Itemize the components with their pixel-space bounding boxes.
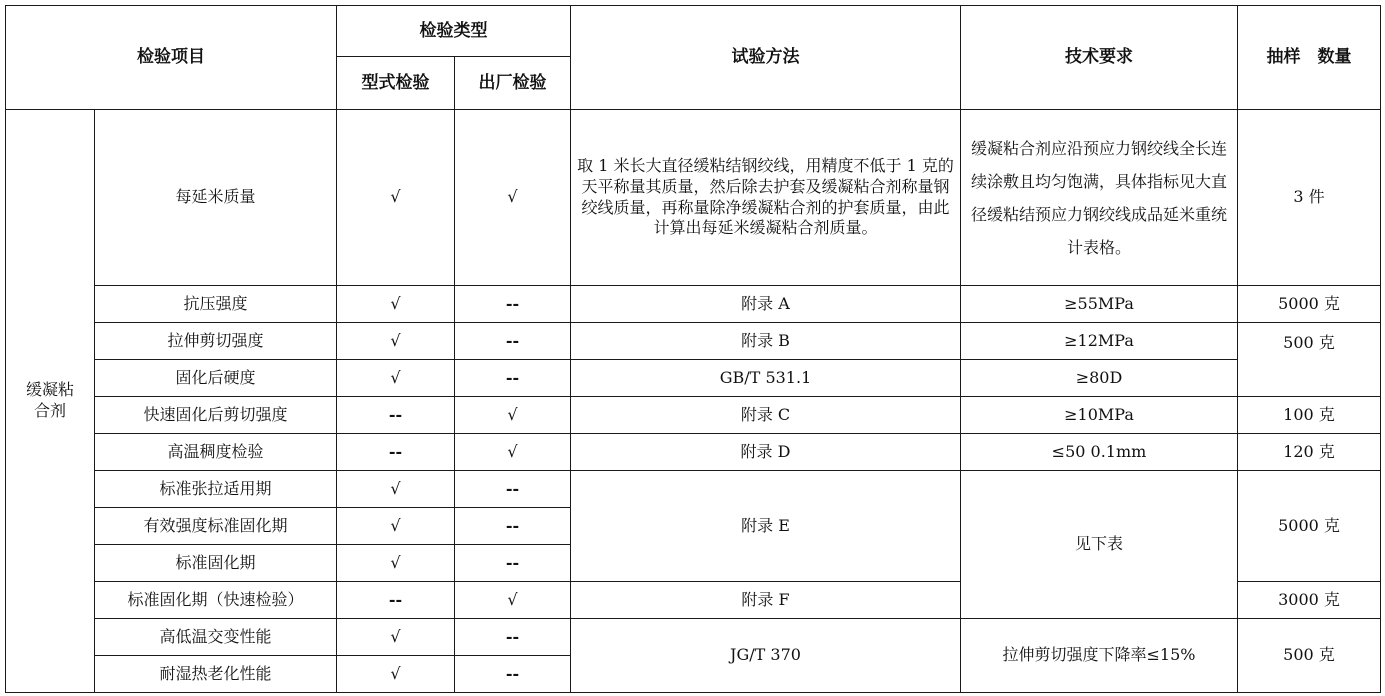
factory-test-mark: -- [455,656,571,693]
factory-test-mark: -- [455,286,571,323]
requirement-cell: 见下表 [961,471,1238,619]
method-cell: 附录 E [571,471,961,582]
factory-test-mark: √ [455,397,571,434]
header-method: 试验方法 [571,6,961,110]
header-type-group: 检验类型 [337,6,571,57]
item-cell: 抗压强度 [95,286,337,323]
sampling-cell: 120 克 [1238,434,1381,471]
requirement-cell: ≥12MPa [961,323,1238,360]
factory-test-mark: -- [455,323,571,360]
type-test-mark: √ [337,656,455,693]
method-cell: 附录 C [571,397,961,434]
method-cell: 附录 F [571,582,961,619]
factory-test-mark: √ [455,582,571,619]
type-test-mark: √ [337,286,455,323]
factory-test-mark: -- [455,360,571,397]
item-cell: 拉伸剪切强度 [95,323,337,360]
factory-test-mark: -- [455,545,571,582]
sampling-cell: 3 件 [1238,110,1381,286]
item-cell: 标准张拉适用期 [95,471,337,508]
header-item: 检验项目 [6,6,337,110]
item-cell: 高温稠度检验 [95,434,337,471]
method-cell: 附录 A [571,286,961,323]
sampling-cell: 3000 克 [1238,582,1381,619]
factory-test-mark: √ [455,110,571,286]
type-test-mark: √ [337,110,455,286]
factory-test-mark: -- [455,508,571,545]
item-cell: 耐湿热老化性能 [95,656,337,693]
category-label: 缓凝粘合剂 [25,380,74,420]
factory-test-mark: -- [455,471,571,508]
factory-test-mark: -- [455,619,571,656]
method-cell: 附录 B [571,323,961,360]
requirement-cell: ≥10MPa [961,397,1238,434]
item-cell: 高低温交变性能 [95,619,337,656]
requirement-cell: 拉伸剪切强度下降率≤15% [961,619,1238,693]
method-cell: GB/T 531.1 [571,360,961,397]
type-test-mark: -- [337,434,455,471]
type-test-mark: √ [337,619,455,656]
sampling-cell: 5000 克 [1238,471,1381,582]
requirement-cell: 缓凝粘合剂应沿预应力钢绞线全长连续涂敷且均匀饱满，具体指标见大直径缓粘结预应力钢绞线成品延米重统计表格。 [961,110,1238,286]
item-cell: 标准固化期（快速检验） [95,582,337,619]
item-cell: 固化后硬度 [95,360,337,397]
sampling-cell: 500 克 [1238,323,1381,397]
item-cell: 有效强度标准固化期 [95,508,337,545]
method-cell: 附录 D [571,434,961,471]
method-cell: 取 1 米长大直径缓粘结钢绞线，用精度不低于 1 克的天平称量其质量，然后除去护套及缓凝粘合剂称量钢绞线质量，再称量除净缓凝粘合剂的护套质量，由此计算出每延米缓凝粘合剂质量。 [571,110,961,286]
header-factory-test: 出厂检验 [455,57,571,110]
inspection-table [5,5,1381,693]
requirement-cell: ≥55MPa [961,286,1238,323]
header-requirement: 技术要求 [961,6,1238,110]
header-type-test: 型式检验 [337,57,455,110]
item-cell: 标准固化期 [95,545,337,582]
method-cell: JG/T 370 [571,619,961,693]
category-cell [6,110,95,693]
item-cell: 每延米质量 [95,110,337,286]
header-sampling: 抽样 数量 [1238,6,1381,110]
type-test-mark: √ [337,545,455,582]
requirement-cell: ≤50 0.1mm [961,434,1238,471]
item-cell: 快速固化后剪切强度 [95,397,337,434]
sampling-cell: 100 克 [1238,397,1381,434]
type-test-mark: √ [337,508,455,545]
type-test-mark: -- [337,397,455,434]
factory-test-mark: √ [455,434,571,471]
type-test-mark: √ [337,360,455,397]
requirement-cell: ≥80D [961,360,1238,397]
type-test-mark: √ [337,323,455,360]
sampling-cell: 500 克 [1238,619,1381,693]
type-test-mark: √ [337,471,455,508]
sampling-cell: 5000 克 [1238,286,1381,323]
type-test-mark: -- [337,582,455,619]
